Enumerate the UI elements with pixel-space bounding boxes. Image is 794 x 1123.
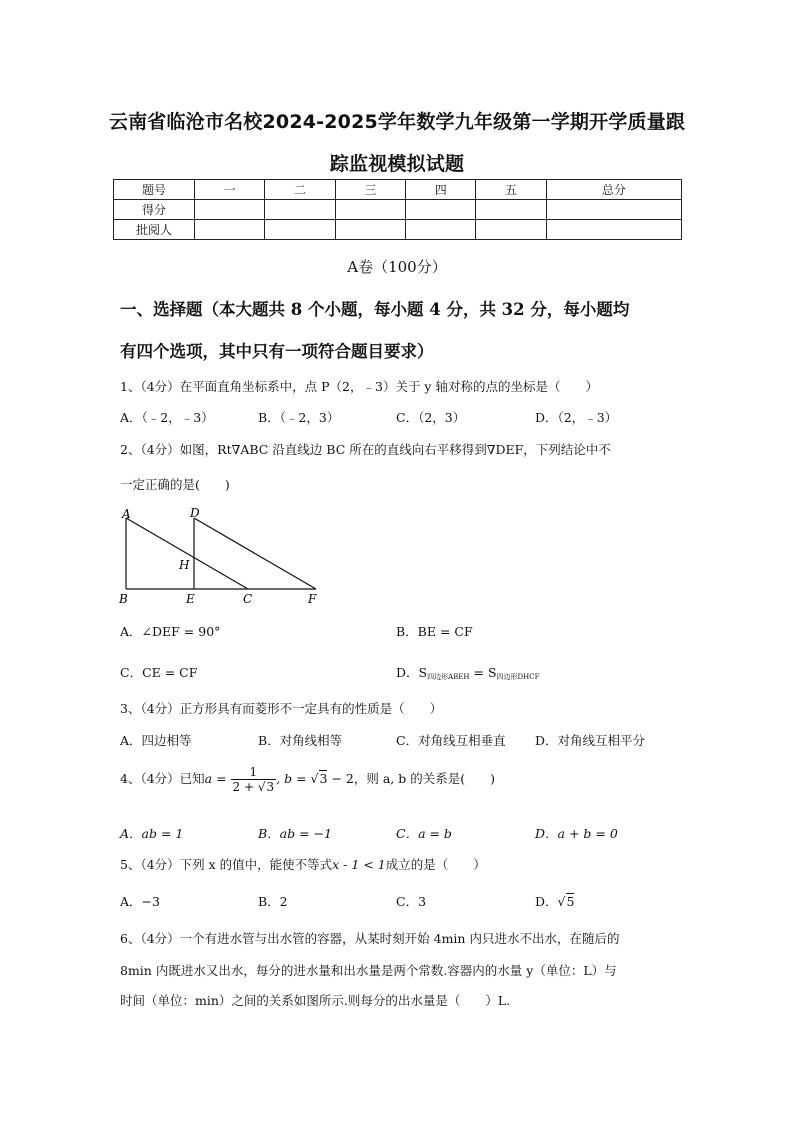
header-cell: 总分 [546, 180, 681, 200]
q1-option-d: D．（2，﹣3） [535, 410, 618, 425]
q4-b-tail: − 2 [327, 771, 354, 786]
q4-option-c: C．a = b [396, 826, 452, 841]
score-cell [476, 200, 546, 220]
q5-option-a: A．−3 [120, 894, 160, 909]
area-eq: = [469, 665, 488, 680]
exam-title-line2: 踪监视模拟试题 [329, 153, 465, 175]
label-b: B [119, 592, 128, 606]
header-cell: 题号 [114, 180, 195, 200]
q5-option-d-label: D． [535, 894, 558, 909]
reviewer-cell [265, 220, 335, 240]
q3-option-d: D．对角线互相平分 [535, 733, 646, 748]
header-cell: 四 [406, 180, 476, 200]
q4-numerator: 1 [231, 765, 277, 780]
sqrt-icon: √ [257, 780, 266, 794]
label-e: E [186, 592, 195, 606]
section-heading-line2: 有四个选项，其中只有一项符合题目要求） [120, 342, 434, 361]
q5-option-d [535, 892, 574, 910]
q5-prefix: 5、（4分）下列 x 的值中，能使不等式 [120, 857, 333, 872]
triangle-translation-figure [112, 504, 327, 608]
question-6-line3: 时间（单位：min）之间的关系如图所示.则每分的出水量是（ ）L. [120, 993, 511, 1008]
exam-title-line1: 云南省临沧市名校2024-2025学年数学九年级第一学期开学质量跟 [108, 111, 686, 133]
q4-option-a: A．ab = 1 [120, 826, 184, 841]
q5-option-d-radicand: 5 [566, 894, 575, 909]
score-row [114, 200, 682, 220]
q1-option-b: B．（﹣2，3） [258, 410, 340, 425]
q1-option-c: C．（2，3） [396, 410, 466, 425]
score-cell [546, 200, 681, 220]
q5-inequality: x - 1 < 1 [332, 857, 386, 872]
row-label: 得分 [114, 200, 195, 220]
volume-heading: A卷（100分） [347, 258, 447, 276]
reviewer-cell [195, 220, 265, 240]
section-heading-line1: 一、选择题（本大题共 8 个小题，每小题 4 分，共 32 分，每小题均 [120, 300, 630, 319]
question-2-line1: 2、（4分）如图，Rt∇ABC 沿直线边 BC 所在的直线向右平移得到∇DEF，下列结论中不 [120, 442, 611, 457]
question-3: 3、（4分）正方形具有而菱形不一定具有的性质是（ ） [120, 701, 443, 716]
score-table [113, 179, 682, 240]
q2-option-b: B．BE = CF [396, 624, 473, 639]
q2-option-a: A．∠DEF = 90° [120, 624, 221, 639]
label-d: D [190, 506, 200, 520]
q4-denominator [231, 780, 277, 794]
q5-option-c: C．3 [396, 894, 427, 909]
question-2-line2: 一定正确的是( ) [120, 477, 230, 492]
reviewer-cell [406, 220, 476, 240]
reviewer-cell [546, 220, 681, 240]
area-sub1: 四边形ABEH [427, 673, 470, 681]
header-cell: 一 [195, 180, 265, 200]
label-f: F [308, 592, 317, 606]
header-cell: 五 [476, 180, 546, 200]
score-cell [265, 200, 335, 220]
label-h: H [179, 558, 190, 572]
q5-option-b: B．2 [258, 894, 288, 909]
score-cell [195, 200, 265, 220]
score-table-header-row [114, 180, 682, 200]
reviewer-cell [476, 220, 546, 240]
header-cell: 二 [265, 180, 335, 200]
question-1: 1、（4分）在平面直角坐标系中，点 P（2，﹣3）关于 y 轴对称的点的坐标是（ ） [120, 379, 598, 394]
area-s2: S [487, 665, 497, 680]
q2-option-d [396, 663, 539, 682]
label-c: C [243, 592, 253, 606]
reviewer-row [114, 220, 682, 240]
q5-suffix: 成立的是（ ） [385, 857, 486, 872]
segment-df [194, 518, 316, 589]
q4-suffix: ，则 a, b 的关系是( ) [353, 771, 495, 786]
q2-option-d-label: D． [396, 665, 419, 680]
q4-b-lhs: , b = [276, 771, 311, 786]
question-5 [120, 855, 486, 873]
q4-fraction [231, 765, 277, 794]
q4-den-radicand: 3 [266, 780, 275, 794]
q4-b-radicand: 3 [319, 771, 328, 786]
question-4 [120, 765, 495, 794]
segment-ac [126, 518, 248, 589]
q2-option-c: C．CE = CF [120, 665, 198, 680]
score-cell [335, 200, 405, 220]
reviewer-cell [335, 220, 405, 240]
q3-option-a: A．四边相等 [120, 733, 192, 748]
row-label: 批阅人 [114, 220, 195, 240]
q4-option-d: D．a + b = 0 [535, 826, 618, 841]
label-a: A [122, 507, 131, 521]
sqrt-icon: √ [310, 771, 319, 786]
q3-option-c: C．对角线互相垂直 [396, 733, 506, 748]
area-s1: S [418, 665, 428, 680]
q4-prefix: 4、（4分）已知 [120, 771, 205, 786]
sqrt-icon: √ [557, 894, 566, 909]
q1-option-a: A．（﹣2，﹣3） [120, 410, 214, 425]
q4-den-pre: 2 + [232, 780, 258, 794]
q4-a-lhs: a = [204, 771, 227, 786]
question-6-line1: 6、（4分）一个有进水管与出水管的容器，从某时刻开始 4min 内只进水不出水，在随后的 [120, 931, 620, 946]
q3-option-b: B．对角线相等 [258, 733, 343, 748]
question-6-line2: 8min 内既进水又出水，每分的进水量和出水量是两个常数.容器内的水量 y（单位：L）与 [120, 963, 617, 978]
area-sub2: 四边形DHCF [496, 673, 540, 681]
header-cell: 三 [335, 180, 405, 200]
q4-option-b: B．ab = −1 [258, 826, 332, 841]
score-cell [406, 200, 476, 220]
